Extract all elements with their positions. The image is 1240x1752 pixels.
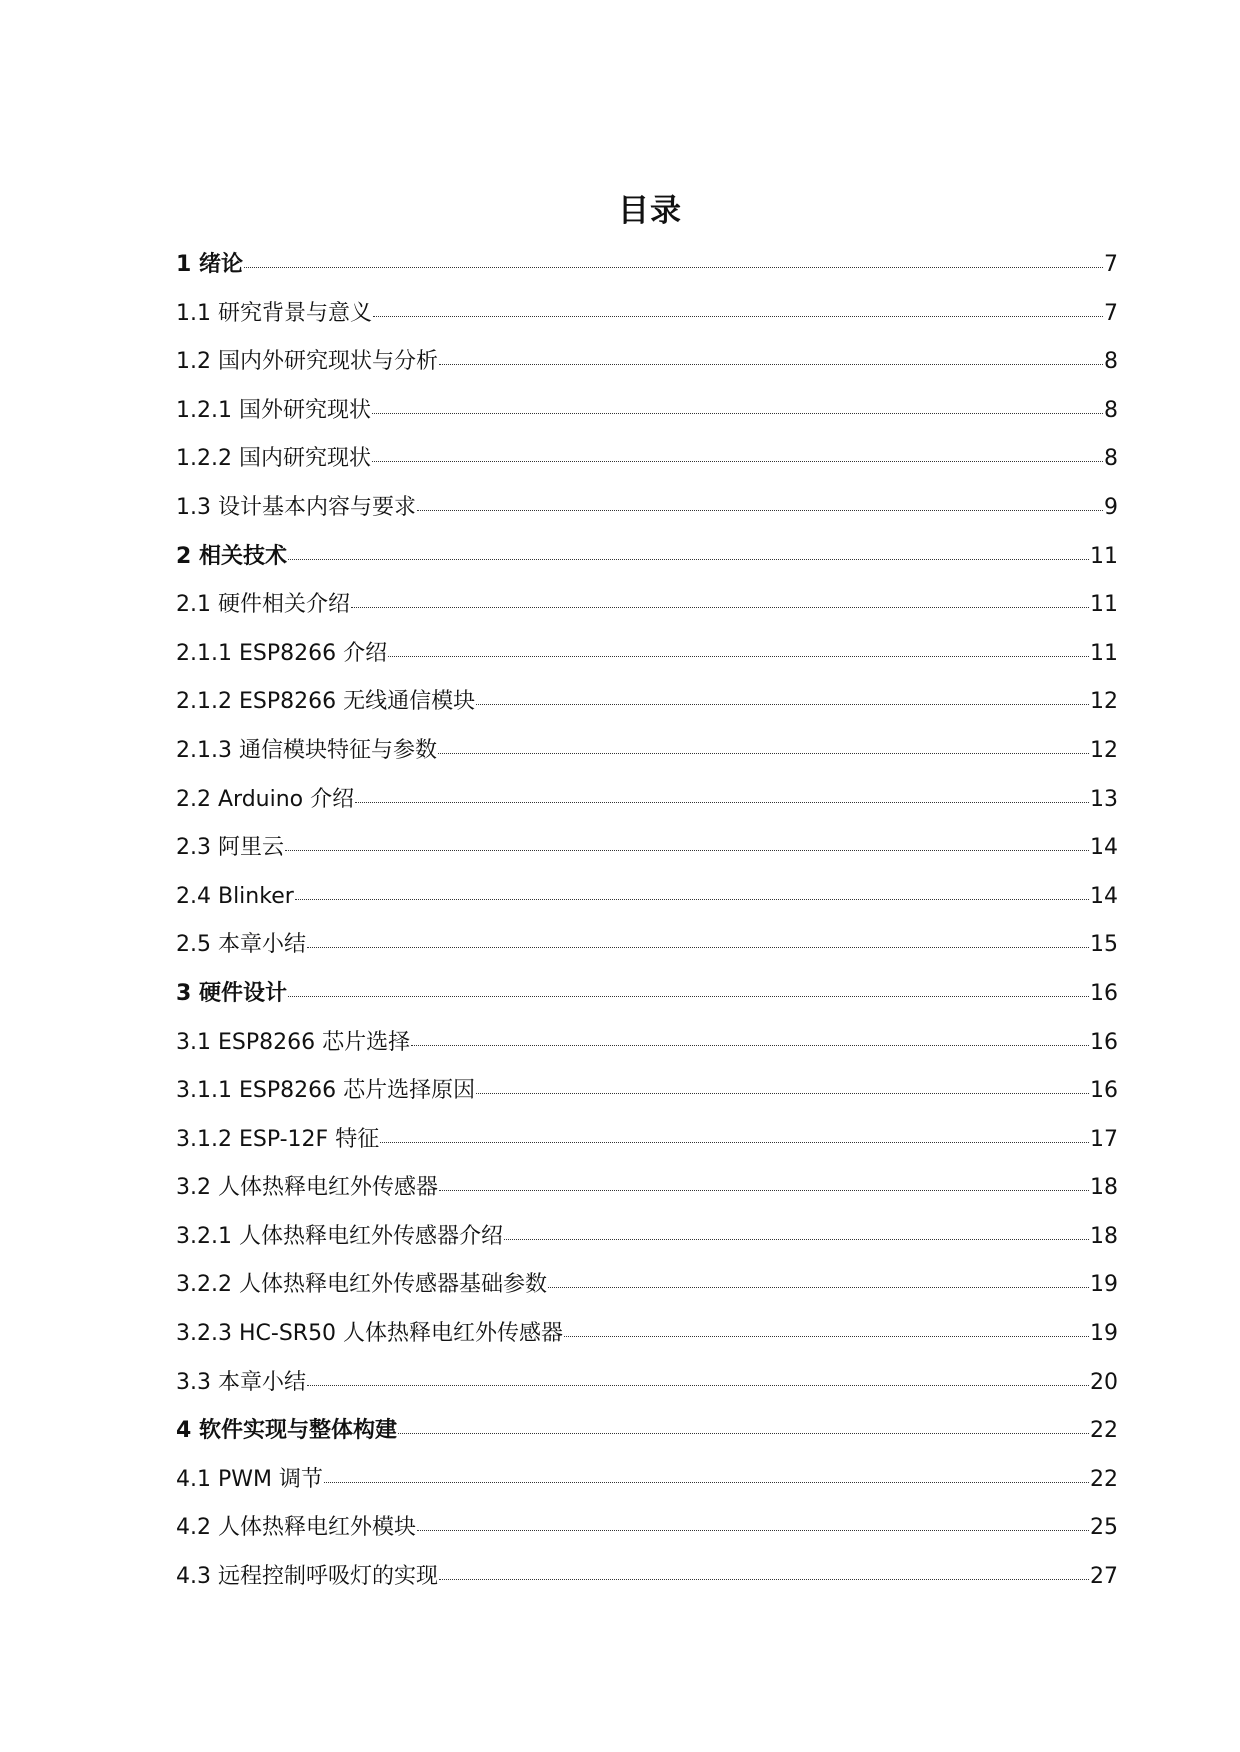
toc-entry[interactable]: [176, 1511, 1118, 1560]
toc-entry-label: 3.1 ESP8266 芯片选择: [176, 1029, 411, 1055]
toc-entry[interactable]: [176, 734, 1118, 783]
toc-entry-page: 27: [1090, 1564, 1118, 1590]
toc-entry-page: 18: [1090, 1223, 1118, 1249]
toc-entry-label: 3.3 本章小结: [176, 1369, 306, 1395]
dot-leader: [411, 1044, 1089, 1046]
toc-entry-page: 12: [1090, 689, 1118, 715]
dot-leader: [244, 266, 1103, 268]
dot-leader: [324, 1481, 1089, 1483]
toc-entry-label: 3.2 人体热释电红外传感器: [176, 1175, 438, 1201]
dot-leader: [288, 558, 1089, 560]
toc-entry-page: 16: [1090, 1029, 1118, 1055]
toc-entry[interactable]: [176, 442, 1118, 491]
toc-entry[interactable]: [176, 1026, 1118, 1075]
toc-entry-page: 22: [1090, 1418, 1118, 1444]
dot-leader: [439, 363, 1103, 365]
dot-leader: [288, 995, 1089, 997]
toc-entry-label: 2.1.1 ESP8266 介绍: [176, 640, 388, 666]
toc-entry-page: 8: [1104, 446, 1118, 472]
toc-entry-label: 3.2.1 人体热释电红外传感器介绍: [176, 1223, 503, 1249]
toc-entry-label: 1.2.1 国外研究现状: [176, 397, 371, 423]
dot-leader: [372, 412, 1103, 414]
toc-entry-label: 4.3 远程控制呼吸灯的实现: [176, 1564, 438, 1590]
toc-entry-page: 15: [1090, 932, 1118, 958]
dot-leader: [373, 315, 1103, 317]
toc-entry[interactable]: [176, 1268, 1118, 1317]
toc-entry-page: 19: [1090, 1321, 1118, 1347]
toc-entry[interactable]: [176, 637, 1118, 686]
toc-entry[interactable]: [176, 783, 1118, 832]
toc-entry[interactable]: [176, 588, 1118, 637]
dot-leader: [295, 898, 1089, 900]
dot-leader: [380, 1141, 1089, 1143]
dot-leader: [476, 1092, 1089, 1094]
toc-entry[interactable]: [176, 1317, 1118, 1366]
toc-entry[interactable]: [176, 1366, 1118, 1415]
toc-entry-page: 7: [1104, 300, 1118, 326]
toc-entry[interactable]: [176, 928, 1118, 977]
toc-entry-label: 2.4 Blinker: [176, 883, 294, 909]
toc-entry-page: 11: [1090, 543, 1118, 569]
toc-entry-label: 2.1.3 通信模块特征与参数: [176, 737, 437, 763]
table-of-contents: [176, 248, 1118, 1609]
toc-entry-page: 11: [1090, 592, 1118, 618]
dot-leader: [476, 703, 1089, 705]
toc-entry-label: 1.3 设计基本内容与要求: [176, 494, 416, 520]
toc-entry-label: 1 绪论: [176, 252, 243, 277]
dot-leader: [372, 460, 1103, 462]
toc-entry[interactable]: [176, 831, 1118, 880]
toc-entry-page: 12: [1090, 737, 1118, 763]
toc-entry-page: 16: [1090, 1078, 1118, 1104]
toc-entry[interactable]: [176, 1074, 1118, 1123]
toc-entry-label: 2.1 硬件相关介绍: [176, 592, 350, 618]
dot-leader: [398, 1432, 1089, 1434]
toc-entry-label: 2 相关技术: [176, 543, 287, 569]
toc-entry[interactable]: [176, 1220, 1118, 1269]
toc-entry-page: 20: [1090, 1369, 1118, 1395]
toc-entry-page: 22: [1090, 1466, 1118, 1492]
toc-entry-label: 4.1 PWM 调节: [176, 1466, 323, 1492]
toc-entry-label: 2.3 阿里云: [176, 835, 284, 861]
toc-entry-page: 9: [1104, 494, 1118, 520]
toc-entry-label: 3 硬件设计: [176, 980, 287, 1006]
toc-entry-page: 17: [1090, 1126, 1118, 1152]
toc-entry[interactable]: [176, 491, 1118, 540]
dot-leader: [307, 1384, 1089, 1386]
toc-entry-page: 8: [1104, 349, 1118, 375]
toc-entry-page: 8: [1104, 397, 1118, 423]
toc-entry[interactable]: [176, 1414, 1118, 1463]
dot-leader: [285, 849, 1089, 851]
toc-entry-label: 1.2.2 国内研究现状: [176, 446, 371, 472]
dot-leader: [439, 1578, 1089, 1580]
toc-entry[interactable]: [176, 1123, 1118, 1172]
toc-entry-label: 2.5 本章小结: [176, 932, 306, 958]
dot-leader: [417, 1529, 1089, 1531]
toc-entry[interactable]: [176, 977, 1118, 1026]
toc-entry-page: 11: [1090, 640, 1118, 666]
toc-entry[interactable]: [176, 394, 1118, 443]
dot-leader: [388, 655, 1089, 657]
toc-entry[interactable]: [176, 1463, 1118, 1512]
dot-leader: [351, 606, 1089, 608]
dot-leader: [417, 509, 1103, 511]
dot-leader: [307, 946, 1089, 948]
toc-entry[interactable]: [176, 1171, 1118, 1220]
toc-entry-label: 3.2.3 HC-SR50 人体热释电红外传感器: [176, 1321, 564, 1347]
toc-entry-page: 7: [1104, 252, 1118, 277]
toc-entry-label: 4.2 人体热释电红外模块: [176, 1515, 416, 1541]
toc-title: 目录: [618, 193, 682, 229]
toc-entry-label: 3.1.2 ESP-12F 特征: [176, 1126, 380, 1152]
dot-leader: [564, 1335, 1089, 1337]
toc-entry-label: 2.1.2 ESP8266 无线通信模块: [176, 689, 476, 715]
dot-leader: [355, 801, 1089, 803]
toc-entry-page: 14: [1090, 835, 1118, 861]
toc-entry[interactable]: [176, 248, 1118, 297]
toc-entry[interactable]: [176, 880, 1118, 929]
dot-leader: [438, 752, 1089, 754]
toc-entry-label: 1.2 国内外研究现状与分析: [176, 349, 438, 375]
toc-entry[interactable]: [176, 297, 1118, 346]
toc-entry-label: 4 软件实现与整体构建: [176, 1418, 397, 1444]
toc-entry-page: 16: [1090, 980, 1118, 1006]
toc-entry[interactable]: [176, 1560, 1118, 1609]
toc-entry-page: 19: [1090, 1272, 1118, 1298]
toc-entry-page: 25: [1090, 1515, 1118, 1541]
dot-leader: [504, 1238, 1089, 1240]
toc-entry[interactable]: [176, 540, 1118, 589]
dot-leader: [548, 1286, 1089, 1288]
toc-entry-label: 2.2 Arduino 介绍: [176, 786, 355, 812]
toc-entry-label: 3.2.2 人体热释电红外传感器基础参数: [176, 1272, 547, 1298]
toc-entry-page: 14: [1090, 883, 1118, 909]
toc-entry[interactable]: [176, 345, 1118, 394]
toc-entry-page: 18: [1090, 1175, 1118, 1201]
toc-entry-label: 1.1 研究背景与意义: [176, 300, 372, 326]
toc-entry-label: 3.1.1 ESP8266 芯片选择原因: [176, 1078, 476, 1104]
toc-entry-page: 13: [1090, 786, 1118, 812]
dot-leader: [439, 1189, 1089, 1191]
toc-entry[interactable]: [176, 685, 1118, 734]
